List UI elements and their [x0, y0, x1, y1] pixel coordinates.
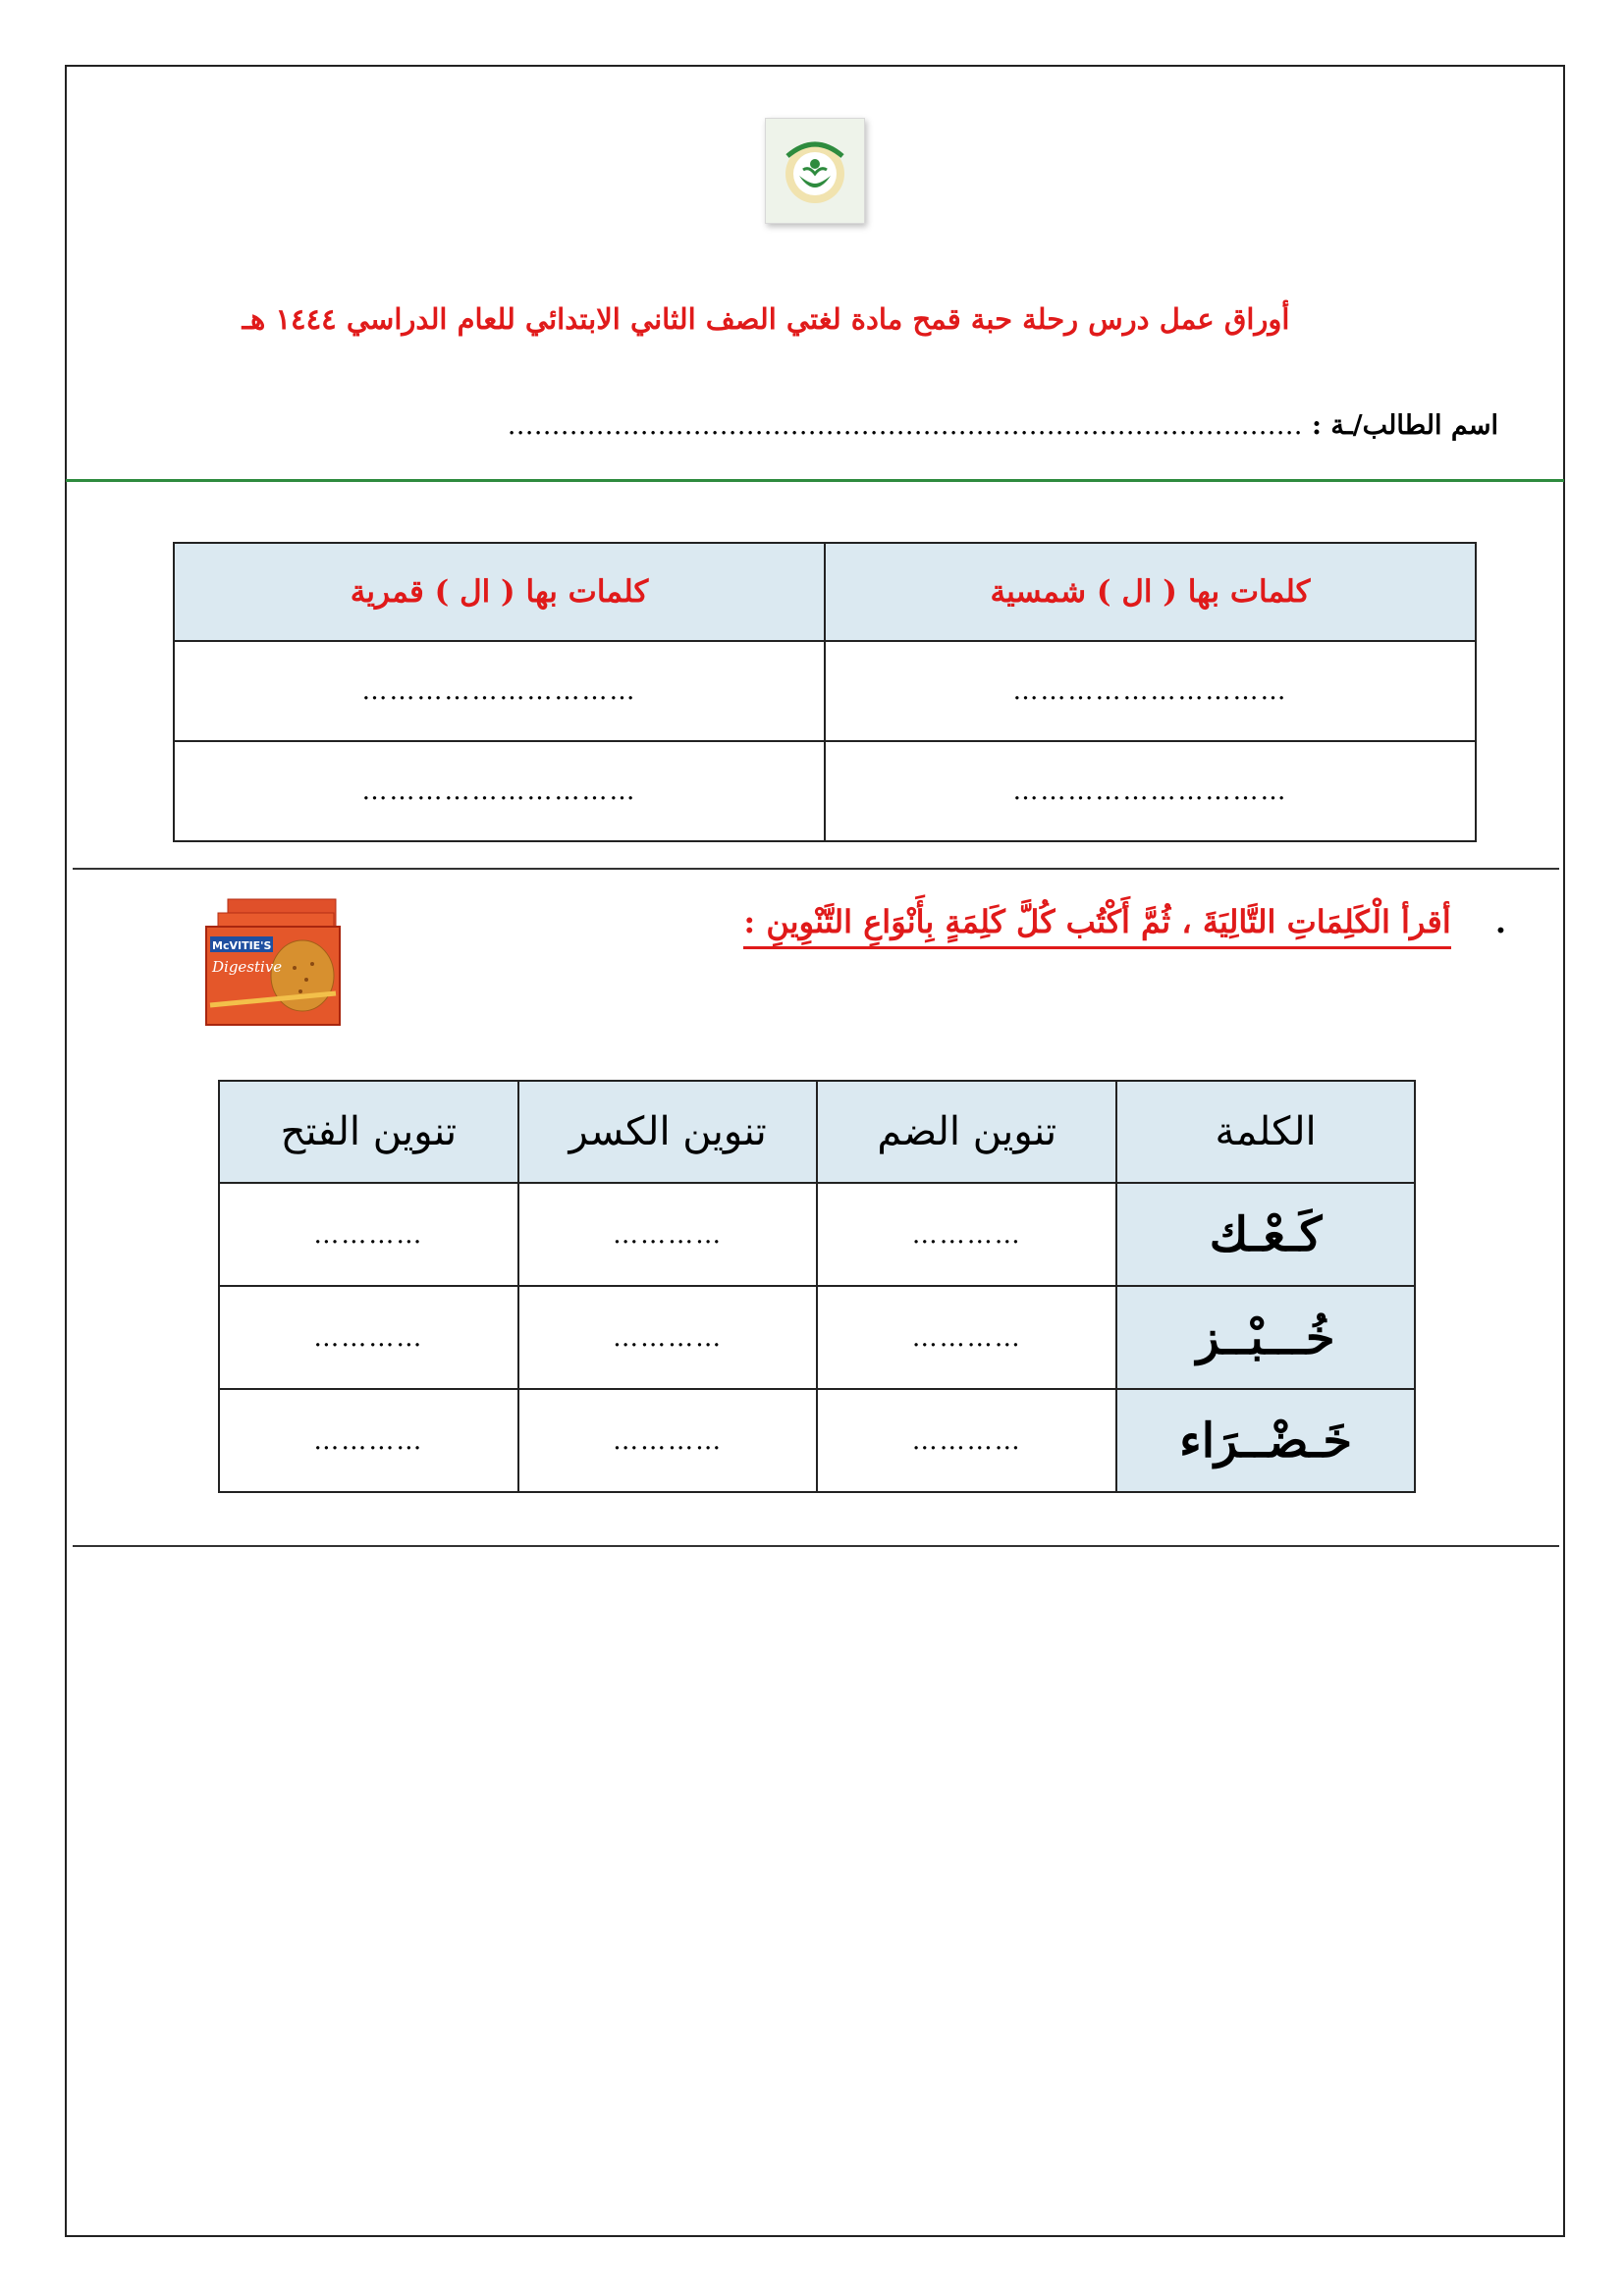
- product-brand: McVITIE'S: [212, 939, 272, 952]
- header-qamariya: كلمات بها ( ال ) قمرية: [174, 543, 825, 641]
- tanween-table: [218, 1080, 1416, 1493]
- answer-blank[interactable]: …………: [518, 1183, 818, 1286]
- word-cell: كَـعْـك: [1116, 1183, 1415, 1286]
- header-damm: تنوين الضم: [817, 1081, 1116, 1183]
- worksheet-title: أوراق عمل درس رحلة حبة قمح مادة لغتي الصف الثاني الابتدائي للعام الدراسي ١٤٤٤ هـ: [242, 302, 1290, 336]
- word-cell: خُـــبْــز: [1116, 1286, 1415, 1389]
- table-row: [219, 1183, 1415, 1286]
- table-row: [174, 641, 1476, 741]
- table-row: [219, 1389, 1415, 1492]
- answer-blank[interactable]: …………………………: [174, 741, 825, 841]
- al-classification-table: [173, 542, 1477, 842]
- answer-blank[interactable]: …………: [219, 1286, 518, 1389]
- exercise-instruction: [743, 903, 1506, 940]
- student-name-label: اسم الطالب/ـة :: [1312, 410, 1498, 441]
- answer-blank[interactable]: …………: [219, 1183, 518, 1286]
- answer-blank[interactable]: …………………………: [825, 741, 1476, 841]
- student-name-blank[interactable]: ………………………………………………………………………………: [507, 410, 1303, 441]
- school-logo: [765, 118, 865, 224]
- header-shamsiya: كلمات بها ( ال ) شمسية: [825, 543, 1476, 641]
- header-word: الكلمة: [1116, 1081, 1415, 1183]
- product-name: Digestive: [212, 958, 283, 976]
- answer-blank[interactable]: …………: [817, 1183, 1116, 1286]
- answer-blank[interactable]: …………: [518, 1286, 818, 1389]
- answer-blank[interactable]: …………………………: [174, 641, 825, 741]
- biscuit-box-image: [198, 895, 346, 1029]
- word-cell: خَـضْــرَاء: [1116, 1389, 1415, 1492]
- instruction-text: أقرأ الْكَلِمَاتِ التَّالِيَةَ ، ثُمَّ أَكْتُب كُلَّ كَلِمَةٍ بِأَنْوَاعِ التَّنْوِينِ :: [743, 903, 1450, 949]
- bullet-point: .: [1494, 903, 1506, 940]
- student-name-line: [508, 410, 1498, 441]
- answer-blank[interactable]: …………: [817, 1389, 1116, 1492]
- header-fath: تنوين الفتح: [219, 1081, 518, 1183]
- answer-blank[interactable]: …………: [219, 1389, 518, 1492]
- section-divider: [73, 1545, 1559, 1547]
- section-divider: [73, 868, 1559, 870]
- header-divider: [66, 479, 1564, 482]
- answer-blank[interactable]: …………: [817, 1286, 1116, 1389]
- header-kasr: تنوين الكسر: [518, 1081, 818, 1183]
- answer-blank[interactable]: …………: [518, 1389, 818, 1492]
- answer-blank[interactable]: …………………………: [825, 641, 1476, 741]
- table-row: [174, 741, 1476, 841]
- table-row: [219, 1286, 1415, 1389]
